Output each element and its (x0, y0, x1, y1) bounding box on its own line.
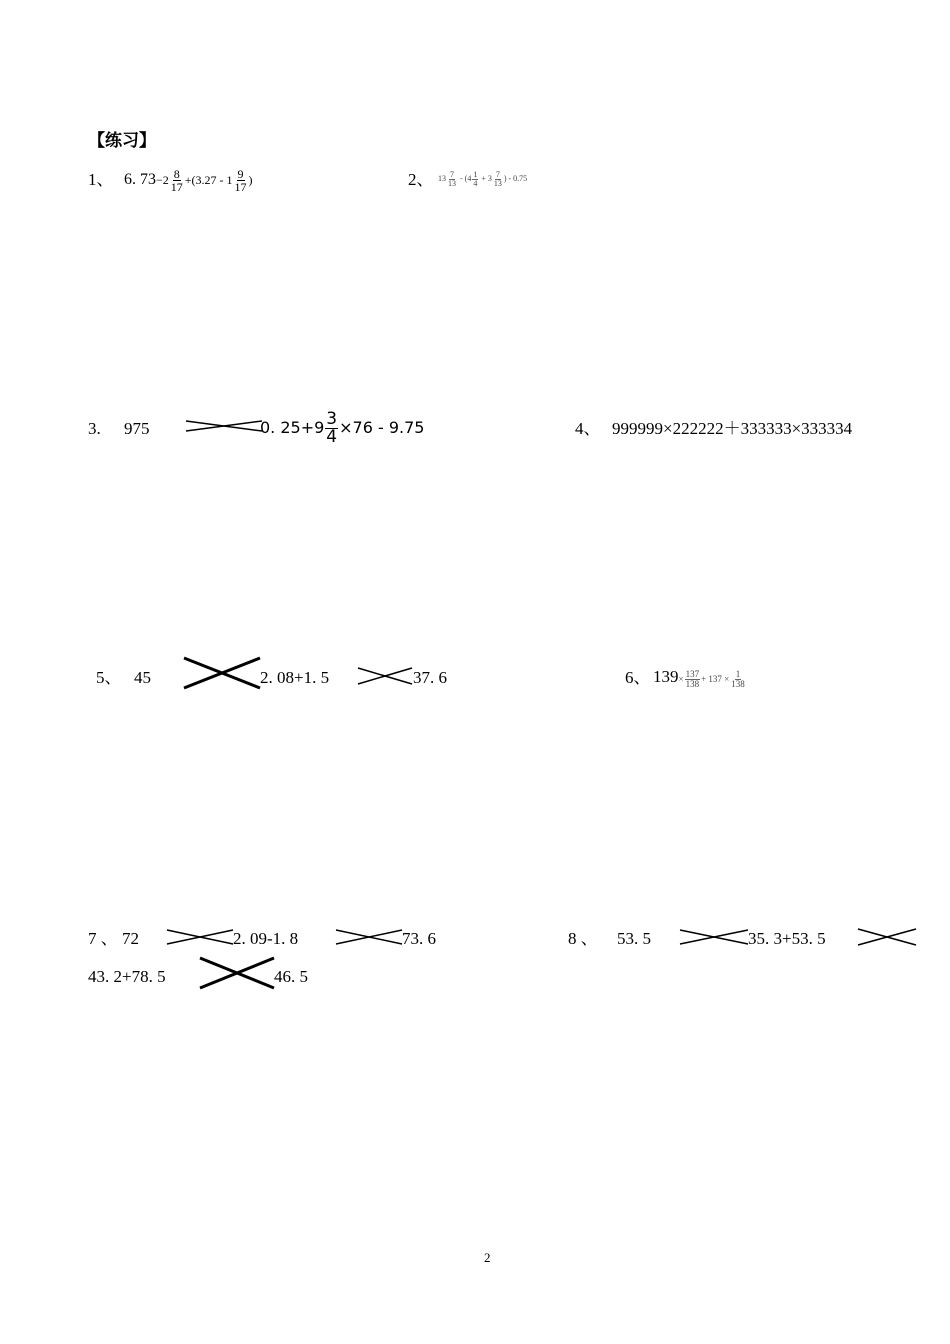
multiply-cross-icon (856, 927, 918, 947)
multiply-cross-icon (334, 928, 404, 946)
problem-5-term-2: 2. 08+1. 5 (260, 668, 330, 687)
problem-4-expression: 999999×222222＋333333×333334 (612, 419, 853, 438)
problem-7-term-3: 73. 6 (402, 929, 436, 948)
multiply-cross-icon (165, 928, 235, 946)
multiply-cross-icon (184, 418, 264, 434)
problem-7-term-2: 2. 09-1. 8 (233, 929, 299, 948)
problem-3-value-975: 975 (124, 419, 150, 438)
problem-6-expression: 139× $\frac{137}{138}$ + 137 × $\frac{1}{138}$ (653, 667, 745, 690)
section-heading: 【练习】 (88, 131, 156, 151)
problem-2-expression: 13 $\frac{7}{13}$ - (4 $\frac{1}{4}$ + 3 $\frac{7}{13}$ ) - 0.75 (438, 169, 528, 188)
problem-7-number: 7 、 (88, 929, 118, 948)
problem-5-term-3: 37. 6 (413, 668, 447, 687)
multiply-cross-icon (198, 956, 276, 990)
problem-8-number: 8 、 (568, 929, 598, 948)
problem-1-number: 1、 (88, 170, 114, 189)
problem-8-value-53-5: 53. 5 (617, 929, 651, 948)
problem-3-number: 3. (88, 419, 101, 438)
problem-1-expression: 6. 73−2 $\frac{8}{17}$ +(3.27 - 1 $\frac{9}{17}$ ) (124, 166, 253, 194)
problem-5-number: 5、 (96, 668, 122, 687)
multiply-cross-icon (678, 928, 750, 946)
problem-7-term-4: 43. 2+78. 5 (88, 967, 166, 986)
multiply-cross-icon (356, 666, 414, 686)
problem-6-number: 6、 (625, 668, 651, 687)
multiply-cross-icon (182, 656, 262, 690)
problem-7-term-5: 46. 5 (274, 967, 308, 986)
problem-2-number: 2、 (408, 170, 434, 189)
problem-4-number: 4、 (575, 419, 601, 438)
page-number: 2 (484, 1250, 491, 1265)
problem-5-value-45: 45 (134, 668, 151, 687)
problem-7-value-72: 72 (122, 929, 139, 948)
problem-8-term-2: 35. 3+53. 5 (748, 929, 826, 948)
problem-3-expression: 0. 25+9 $\frac{3}{4}$ ×76 - 9.75 (260, 409, 425, 447)
